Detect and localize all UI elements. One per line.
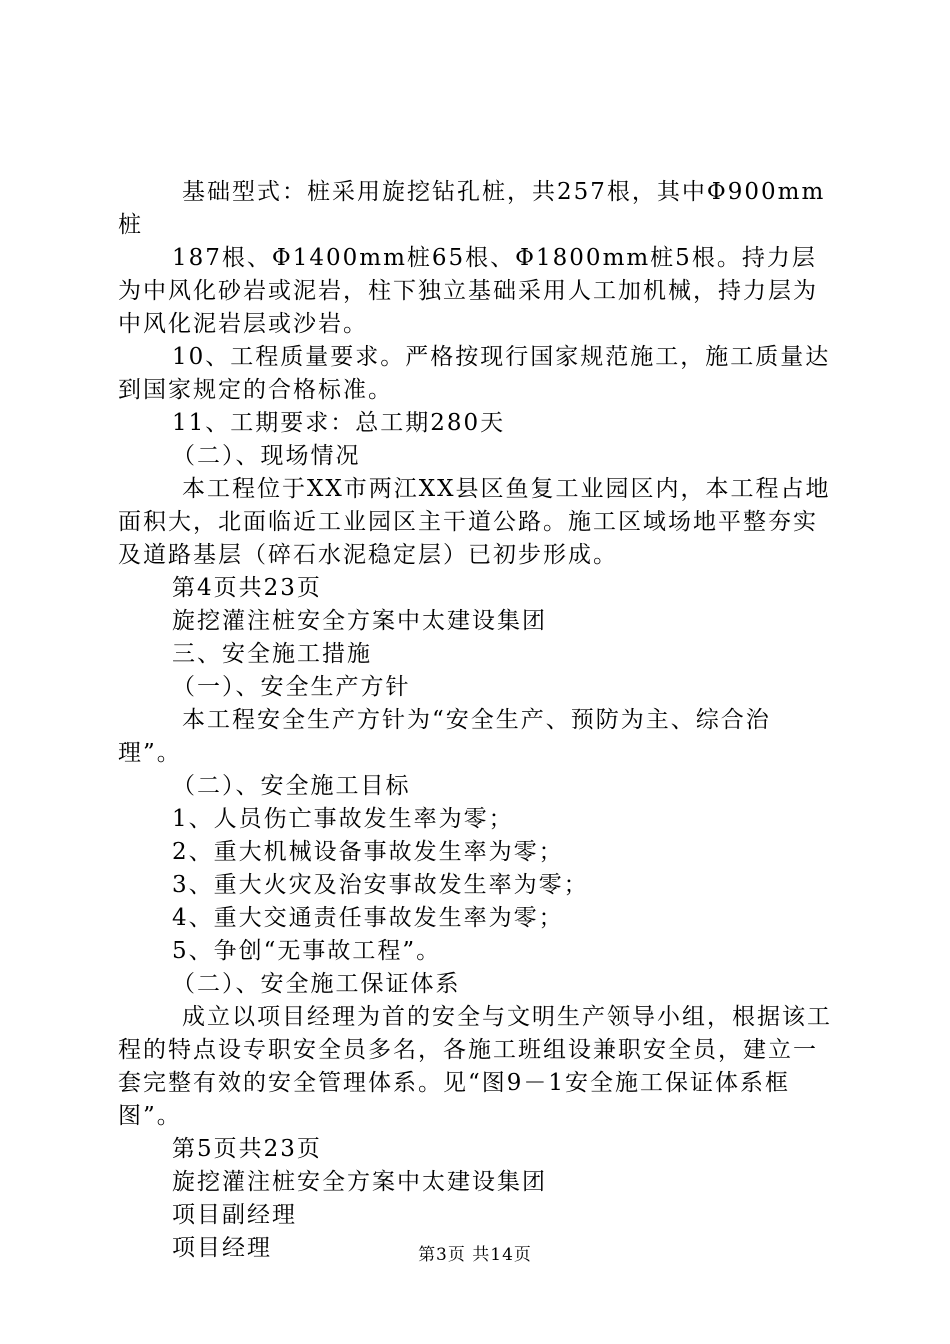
- heading-safety-system: （二）、安全施工保证体系: [172, 971, 461, 997]
- paragraph-safety-system: 成立以项目经理为首的安全与文明生产领导小组，根据该工程的特点设专职安全员多名，各施工班组设兼职安全员，建立一套完整有效的安全管理体系。见“图9－1安全施工保证体系框图”。: [118, 1004, 832, 1129]
- heading-safety-measures: 三、安全施工措施: [172, 641, 372, 667]
- list-item-goal-5: 5、争创“无事故工程”。: [172, 938, 442, 964]
- running-header-1: 旋挖灌注桩安全方案中太建设集团: [172, 608, 547, 634]
- paragraph-schedule-requirement: 11、工期要求：总工期280天: [172, 410, 506, 436]
- org-chart-label-project-manager: 项目经理: [172, 1235, 272, 1261]
- running-header-2: 旋挖灌注桩安全方案中太建设集团: [172, 1169, 547, 1195]
- paragraph-quality-requirement: 10、工程质量要求。严格按现行国家规范施工，施工质量达到国家规定的合格标准。: [118, 344, 831, 403]
- page-marker-5: 第5页共23页: [172, 1136, 322, 1162]
- page-footer: 第3页 共14页: [418, 1245, 532, 1265]
- list-item-goal-4: 4、重大交通责任事故发生率为零；: [172, 905, 564, 931]
- heading-safety-goals: （二）、安全施工目标: [172, 773, 411, 799]
- paragraph-site-description: 本工程位于XX市两江XX县区鱼复工业园区内，本工程占地面积大，北面临近工业园区主干道公路。施工区域场地平整夯实及道路基层（碎石水泥稳定层）已初步形成。: [118, 476, 831, 568]
- heading-safety-policy: （一）、安全生产方针: [172, 674, 411, 700]
- document-body: [118, 176, 832, 1265]
- page-marker-4: 第4页共23页: [172, 575, 322, 601]
- paragraph-foundation-type: 基础型式：桩采用旋挖钻孔桩，共257根，其中Φ900mm桩: [118, 179, 826, 238]
- paragraph-safety-policy: 本工程安全生产方针为“安全生产、预防为主、综合治理”。: [118, 707, 771, 766]
- org-chart-label-deputy-manager: 项目副经理: [172, 1202, 297, 1228]
- list-item-goal-3: 3、重大火灾及治安事故发生率为零；: [172, 872, 589, 898]
- list-item-goal-2: 2、重大机械设备事故发生率为零；: [172, 839, 564, 865]
- paragraph-pile-counts: 187根、Φ1400mm桩65根、Φ1800mm桩5根。持力层为中风化砂岩或泥岩，柱下独立基础采用人工加机械，持力层为中风化泥岩层或沙岩。: [118, 245, 818, 337]
- list-item-goal-1: 1、人员伤亡事故发生率为零；: [172, 806, 514, 832]
- heading-site-conditions: （二）、现场情况: [172, 443, 361, 469]
